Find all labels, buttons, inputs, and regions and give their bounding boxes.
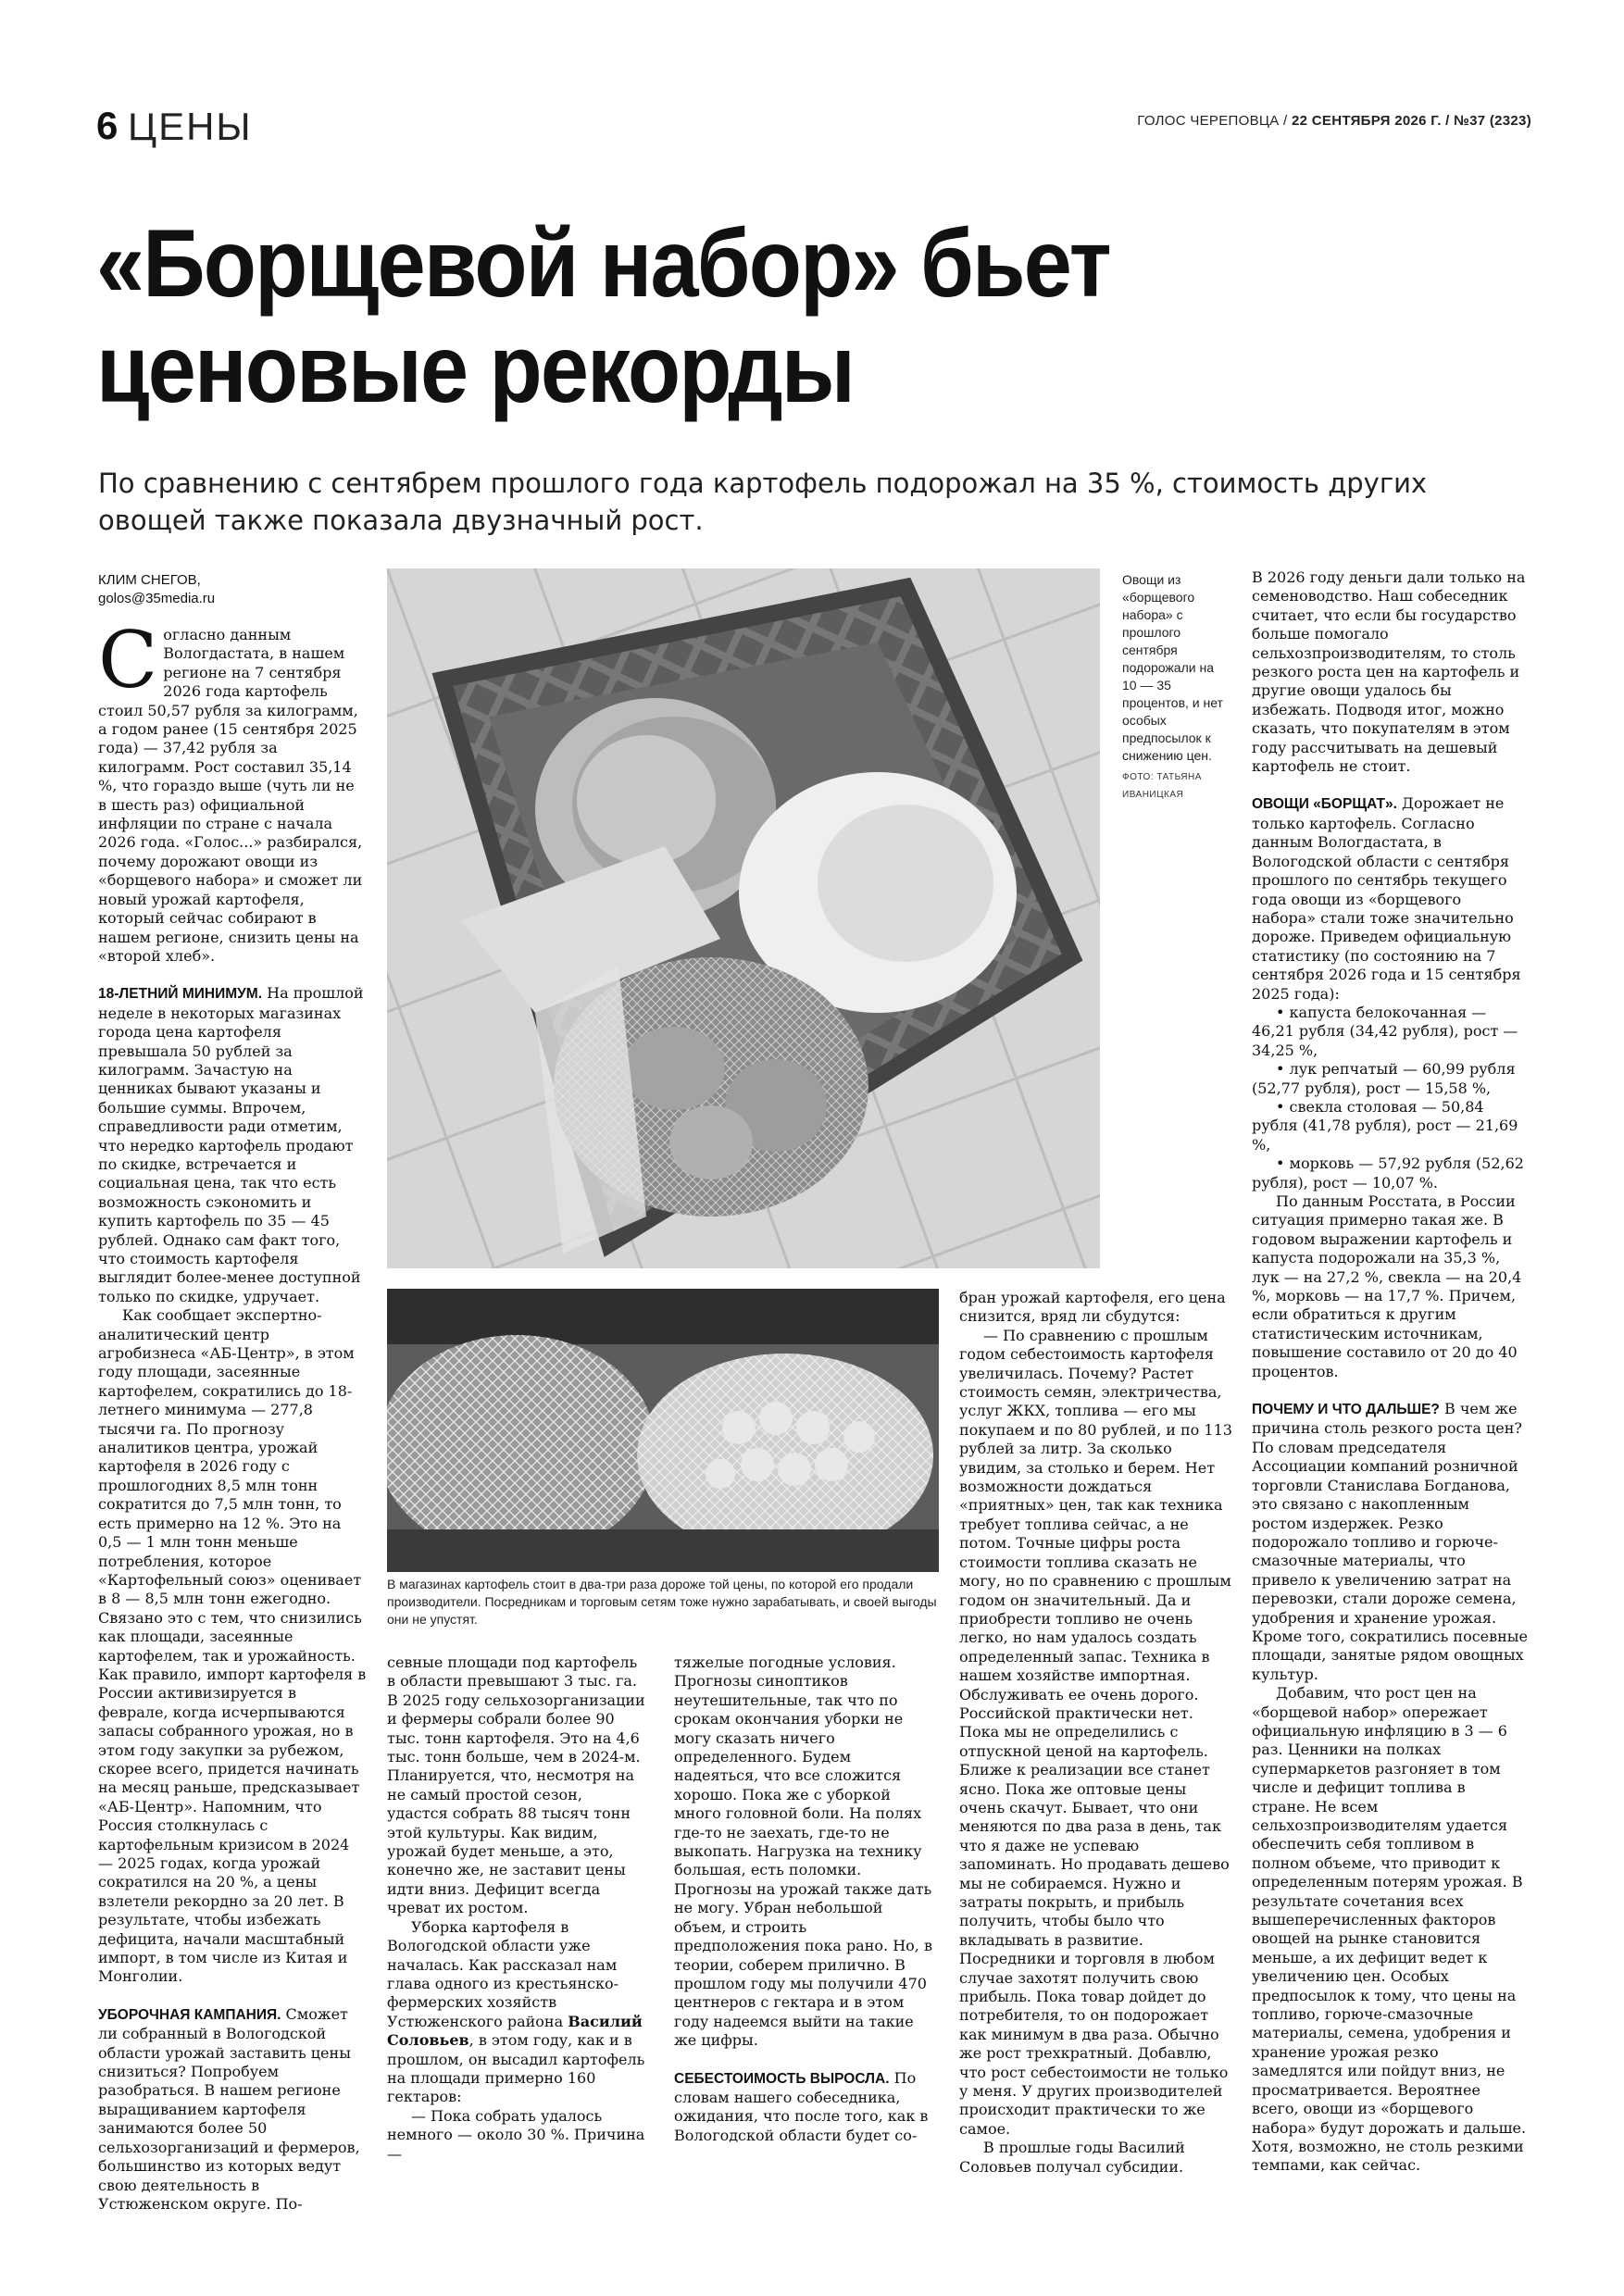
list-item: • лук репчатый — 60,99 рубля (52,77 рубля), рост — 15,58 %, [1252, 1060, 1516, 1097]
paragraph: СЕБЕСТОИМОСТЬ ВЫРОСЛА. По словам нашего собеседника, ожидания, что после того, как в Вологодской области будет со- [674, 2068, 929, 2144]
masthead [1137, 113, 1531, 129]
lead-line-2: овощей также показала двузначный рост. [98, 505, 704, 536]
column-3 [674, 1653, 937, 2145]
paragraph: тяжелые погодные условия. Прогнозы синоптиков неутешительные, так что по срокам окончания уборки не могу сказать ничего определенного. Будем надеяться, что все сложится хорошо. Пока же с уборкой много головной боли. На полях где-то не заехать, где-то не выкопать. Нагрузка на технику большая, есть поломки. Прогнозы на урожай также дать не могу. Убран небольшой объем, и строить предположения пока рано. Но, в теории, соберем прилично. В прошлом году мы получили 470 центнеров с гектара и в этом году надеемся выйти на такие же цифры. [674, 1653, 932, 2050]
paragraph: Уборка картофеля в Вологодской области уже началась. Как рассказал нам глава одного из крестьянско-фермерских хозяйств Устюженского района Василий Соловьев, в этом году, как и в прошлом, он высадил картофель на площади примерно 160 гектаров: [387, 1917, 645, 2106]
paragraph: севные площади под картофель в области превышают 3 тыс. га. В 2025 году сельхозорганизации и фермеры собрали более 90 тыс. тонн картофеля. Это на 4,6 тыс. тонн больше, чем в 2024-м. Планируется, что, несмотря на не самый простой сезон, удастся собрать 88 тысяч тонн этой культуры. Как видим, урожай будет меньше, а это, конечно же, не заставит цены идти вниз. Дефицит всегда чреват их ростом. [387, 1653, 645, 1917]
photo-credit: ФОТО: ТАТЬЯНА ИВАНИЦКАЯ [1122, 772, 1202, 800]
byline [98, 571, 348, 608]
column-1 [98, 615, 367, 2214]
paragraph: ОВОЩИ «БОРЩАТ». Дорожает не только картофель. Согласно данным Вологдастата, в Вологодской области с сентября прошлого по сентябрь текущего года овощи из «борщевого набора» стали тоже значительно дороже. Приведем официальную статистику (по состоянию на 7 сентября 2026 года и 15 сентября 2025 года): [1252, 794, 1521, 1003]
lead [98, 465, 1524, 539]
lead-line-1: По сравнению с сентябрем прошлого года картофель подорожал на 35 %, стоимость других [98, 468, 1428, 499]
newspaper-name: ГОЛОС ЧЕРЕПОВЦА / [1137, 113, 1292, 129]
paragraph: Как сообщает экспертно-аналитический центр агробизнеса «АБ-Центр», в этом году площади, засеянные картофелем, сократились до 18-летнего минимума — 277,8 тысячи га. По прогнозу аналитиков центра, урожай картофеля в 2026 году с прошлогодних 8,5 млн тонн сократится до 7,5 млн тонн, то есть примерно на 12 %. Это на 0,5 — 1 млн тонн меньше потребления, которое «Картофельный союз» оценивает в 8 — 8,5 млн тонн ежегодно. Связано это с тем, что снизились как площади, засеянные картофелем, так и урожайность. Как правило, импорт картофеля в России активизируется в феврале, когда исчерпываются запасы собранного урожая, но в этом году закупки за рубежом, скорее всего, придется начинать на месяц раньше, предсказывает «АБ-Центр». Напомним, что Россия столкнулась с картофельным кризисом в 2024 — 2025 годах, когда урожай сократился на 20 %, а цены взлетели рекордно за 20 лет. В результате, чтобы избежать дефицита, начали масштабный импорт, в том числе из Китая и Монголии. [98, 1306, 367, 1986]
author-email[interactable]: golos@35media.ru [98, 591, 216, 606]
author-name: КЛИМ СНЕГОВ, [98, 572, 201, 588]
paragraph: По данным Росстата, в России ситуация примерно такая же. В годовом выражении картофель и капуста подорожали на 35,3 %, лук — на 27,2 %, свекла — на 20,4 %, морковь — на 17,7 %. Причем, если обратиться к другим статистическим источникам, повышение составило от 20 до 40 процентов. [1252, 1192, 1522, 1380]
list-item: • морковь — 57,92 рубля (52,62 рубля), рост — 10,07 %. [1252, 1154, 1524, 1192]
intro-paragraph: Согласно данным Вологдастата, в нашем регионе на 7 сентября 2026 года картофель стоил 50,57 рубля за килограмм, а годом ранее (15 сентября 2025 года) — 37,42 рубля за килограмм. Рост составил 35,14 %, что гораздо выше (чуть ли не в шесть раз) официальной инфляции по стране с начала 2026 года. «Голос...» разбирался, почему дорожают овощи из «борщевого набора» и сможет ли новый урожай картофеля, который сейчас собирают в нашем регионе, снизить цены на «второй хлеб». [98, 615, 363, 965]
photo-2-caption: В магазинах картофель стоит в два-три раза дороже той цены, по которой его продали производители. Посредникам и торговым сетям тоже нужно зарабатывать, и своей выгоды они не упустят. [387, 1577, 937, 1627]
paragraph: бран урожай картофеля, его цена снизится, вряд ли сбудутся: [959, 1289, 1226, 1326]
paragraph: УБОРОЧНАЯ КАМПАНИЯ. Сможет ли собранный в Вологодской области урожай заставить цены снизиться? Попробуем разобраться. В нашем регионе выращиванием картофеля занимаются более 50 сельхозорганизаций и фермеров, большинство из которых ведут свою деятельность в Устюженском округе. По- [98, 2004, 360, 2213]
column-2 [387, 1653, 646, 2164]
paragraph: В 2026 году деньги дали только на семеноводство. Наш собеседник считает, что если бы государство больше помогало сельхозпроизводителям, то столь резкого роста цен на картофель и другие овощи удалось бы избежать. Подводя итог, можно сказать, что покупателям в этом году рассчитывать на дешевый картофель не стоит. [1252, 568, 1526, 776]
paragraph: — Пока собрать удалось немного — около 30 %. Причина — [387, 2106, 645, 2163]
list-item: • свекла столовая — 50,84 рубля (41,78 рубля), рост — 21,69 %, [1252, 1097, 1518, 1154]
section-title: ЦЕНЫ [128, 105, 253, 148]
column-5 [1252, 568, 1528, 2176]
paragraph: 18-ЛЕТНИЙ МИНИМУМ. На прошлой неделе в некоторых магазинах города цена картофеля превышала 50 рублей за килограмм. Зачастую на ценниках бывают указаны и большие суммы. Впрочем, справедливости ради отметим, что нередко картофель продают по скидке, встречается и социальная цена, так что есть возможность сэкономить и купить картофель по 35 — 45 рублей. Однако сам факт того, что стоимость картофеля выглядит более-менее доступной только по скидке, удручает. [98, 984, 364, 1305]
photo-1-caption: Овощи из «борщевого набора» с прошлого сентября подорожали на 10 — 35 процентов, и нет особых предпосылок к снижению цен. ФОТО: ТАТЬЯНА ИВАНИЦКАЯ [1122, 571, 1231, 804]
headline-line-1: «Борщевой набор» бьет [96, 210, 1110, 318]
photo-vegetable-basket [387, 568, 1100, 1268]
subheading: СЕБЕСТОИМОСТЬ ВЫРОСЛА. [674, 2070, 890, 2087]
potato-illustration [387, 1289, 939, 1572]
subheading: ПОЧЕМУ И ЧТО ДАЛЬШЕ? [1252, 1402, 1440, 1418]
issue-info: 22 СЕНТЯБРЯ 2026 Г. / №37 (2323) [1292, 113, 1531, 129]
photo-potato-bags [387, 1289, 939, 1572]
dropcap: С [98, 615, 158, 705]
paragraph: В прошлые годы Василий Соловьев получал субсидии. [959, 2139, 1185, 2176]
subheading: ОВОЩИ «БОРЩАТ». [1252, 796, 1397, 813]
subheading: 18-ЛЕТНИЙ МИНИМУМ. [98, 986, 263, 1003]
paragraph: Добавим, что рост цен на «борщевой набор» опережает официальную инфляцию в 3 — 6 раз. Ценники на полках супермаркетов разгоняет в том числе и дефицит топлива в стране. Не всем сельхозпроизводителям удается обеспечить себя топливом в полном объеме, что приводит к определенным потерям урожая. В результате сочетания всех вышеперечисленных факторов овощей на рынке становится меньше, а их дефицит ведет к увеличению цен. Особых предпосылок к тому, что цены на топливо, горюче-смазочные материалы, семена, удобрения и хранение урожая резко замедлятся или пойдут вниз, не просматривается. Вероятнее всего, овощи из «борщевого набора» будут дорожать и дальше. Хотя, возможно, не столь резкими темпами, как сейчас. [1252, 1684, 1527, 2175]
person-name: Василий Соловьев [387, 2012, 643, 2050]
page-number: 6 [96, 104, 119, 147]
basket-illustration [387, 568, 1100, 1268]
subheading: УБОРОЧНАЯ КАМПАНИЯ. [98, 2006, 281, 2023]
paragraph: ПОЧЕМУ И ЧТО ДАЛЬШЕ? В чем же причина столь резкого роста цен? По словам председателя Ассоциации компаний розничной торговли Станислава Богданова, это связано с накопленным ростом издержек. Резко подорожало топливо и горюче-смазочные материалы, что привело к увеличению затрат на перевозки, стали дороже семена, удобрения и хранение урожая. Кроме того, сократились посевные площади, занятые рядом овощных культур. [1252, 1400, 1529, 1683]
column-4 [959, 1289, 1233, 2177]
paragraph: — По сравнению с прошлым годом себестоимость картофеля увеличилась. Почему? Растет стоимость семян, электричества, услуг ЖКХ, топлива — его мы покупаем и по 80 рублей, и по 113 рублей за литр. За сколько увидим, за столько и берем. Нет возможности дождаться «приятных» цен, так как техника требует топлива сейчас, а не потом. Точные цифры роста стоимости топлива сказать не могу, но по сравнению с прошлым годом он значительный. Да и приобрести топливо не очень легко, но нам удалось создать определенный запас. Техника в нашем хозяйстве импортная. Обслуживать ее очень дорого. Российской практически нет. Пока мы не определились с отпускной ценой на картофель. Ближе к реализации все станет ясно. Пока же оптовые цены очень скачут. Бывает, что они меняются по два раза в день, так что я даже не успеваю запоминать. Но продавать дешево мы не собираемся. Нужно и затраты покрыть, и прибыль получить, чтобы было что вкладывать в развитие. Посредники и торговля в любом случае захотят получить свою прибыль. Пока товар дойдет до потребителя, то он подорожает как минимум в два раза. Обычно же рост трехкратный. Добавлю, что рост себестоимости не только у меня. У других производителей происходит практически то же самое. [959, 1326, 1232, 2138]
headline-line-2: ценовые рекорды [96, 316, 855, 423]
headline [96, 211, 1396, 422]
list-item: • капуста белокочанная — 46,21 рубля (34,42 рубля), рост — 34,25 %, [1252, 1003, 1518, 1059]
